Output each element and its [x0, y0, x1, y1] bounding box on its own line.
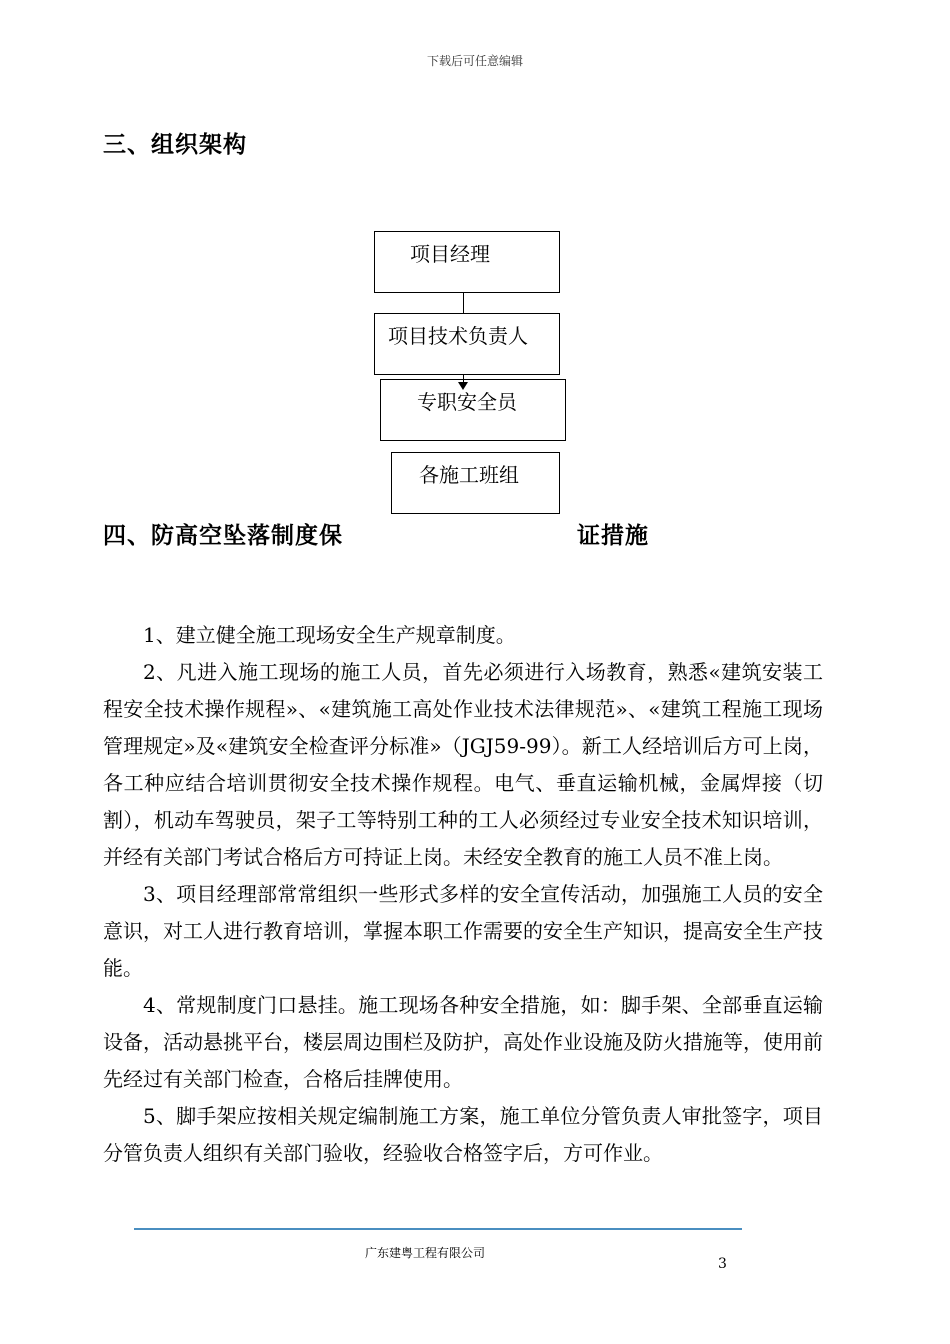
org-node-safety-officer	[380, 379, 566, 441]
header-note: 下载后可任意编辑	[426, 54, 523, 68]
org-node-label: 专职安全员	[417, 390, 517, 414]
org-node-label: 项目技术负责人	[388, 324, 528, 348]
org-node-label: 项目经理	[410, 242, 490, 266]
footer-company: 广东建粤工程有限公司	[364, 1246, 485, 1260]
section-3-heading: 三、组织架构	[103, 132, 247, 158]
page-number: 3	[718, 1256, 727, 1272]
footer-divider	[134, 1228, 742, 1230]
paragraph-1: 1、建立健全施工现场安全生产规章制度。	[143, 623, 516, 647]
org-node-work-teams	[391, 452, 560, 514]
section-4-heading-part2: 证措施	[577, 523, 649, 549]
body-text	[103, 617, 823, 1172]
org-node-label: 各施工班组	[419, 463, 519, 487]
paragraph-2: 2、凡进入施工现场的施工人员，首先必须进行入场教育，熟悉«建筑安装工程安全技术操作规程»、«建筑施工高处作业技术法律规范»、«建筑工程施工现场管理规定»及«建筑安全检查评分标准»（JGJ59-99）。新工人经培训后方可上岗，各工种应结合培训贯彻安全技术操作规程。电气、垂直运输机械，金属焊接（切割），机动车驾驶员，架子工等特别工种的工人必须经过专业安全技术知识培训，并经有关部门考试合格后方可持证上岗。未经安全教育的施工人员不准上岗。	[103, 660, 823, 869]
section-4-heading-part1: 四、防高空坠落制度保	[103, 523, 343, 549]
paragraph-5: 5、脚手架应按相关规定编制施工方案，施工单位分管负责人审批签字，项目分管负责人组织有关部门验收，经验收合格签字后，方可作业。	[103, 1104, 823, 1165]
connector-line	[463, 292, 464, 314]
paragraph-4: 4、常规制度门口悬挂。施工现场各种安全措施，如：脚手架、全部垂直运输设备，活动悬挑平台，楼层周边围栏及防护，高处作业设施及防火措施等，使用前先经过有关部门检查，合格后挂牌使用。	[103, 993, 823, 1091]
paragraph-3: 3、项目经理部常常组织一些形式多样的安全宣传活动，加强施工人员的安全意识，对工人进行教育培训，掌握本职工作需要的安全生产知识，提高安全生产技能。	[103, 882, 823, 980]
org-node-tech-lead	[374, 313, 560, 375]
org-node-project-manager	[374, 231, 560, 293]
